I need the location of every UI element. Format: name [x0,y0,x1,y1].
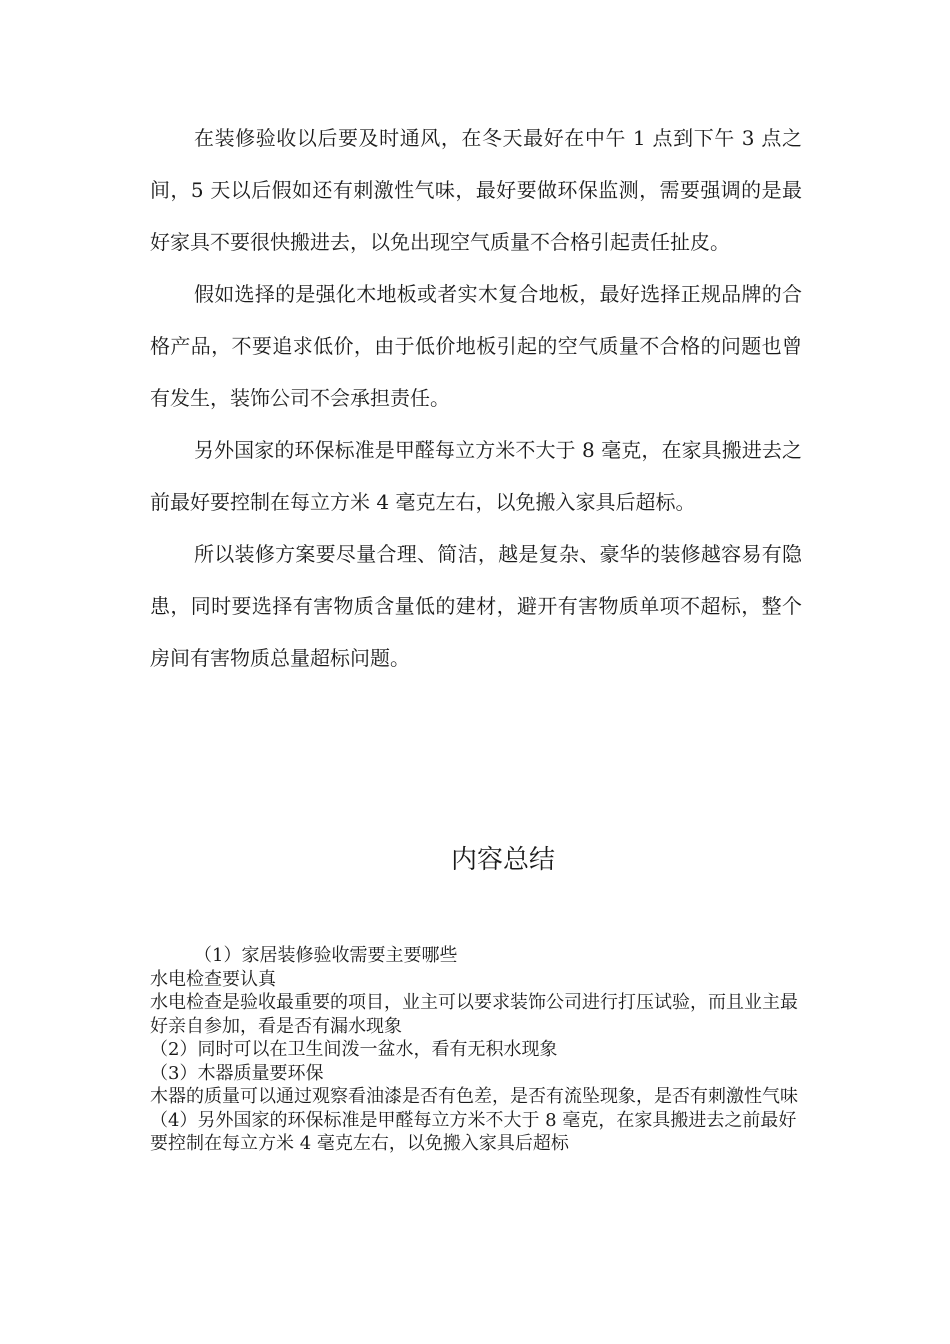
paragraph: 假如选择的是强化木地板或者实木复合地板，最好选择正规品牌的合格产品，不要追求低价，由于低价地板引起的空气质量不合格的问题也曾有发生，装饰公司不会承担责任。 [150,282,802,410]
summary-item: 木器的质量可以通过观察看油漆是否有色差，是否有流坠现象，是否有刺激性气味 [150,1086,798,1107]
paragraph: 另外国家的环保标准是甲醛每立方米不大于 8 毫克，在家具搬进去之前最好要控制在每立方米 4 毫克左右，以免搬入家具后超标。 [150,438,802,514]
summary-item: 水电检查是验收最重要的项目，业主可以要求装饰公司进行打压试验，而且业主最好亲自参加，看是否有漏水现象 [150,992,798,1037]
summary-list [150,944,810,1156]
summary-item: （1）家居装修验收需要主要哪些 [194,945,458,966]
body-text [150,112,802,684]
summary-item: 水电检查要认真 [150,968,276,990]
paragraph: 所以装修方案要尽量合理、简洁，越是复杂、豪华的装修越容易有隐患，同时要选择有害物质含量低的建材，避开有害物质单项不超标，整个房间有害物质总量超标问题。 [150,542,802,670]
summary-item: （2）同时可以在卫生间泼一盆水，看有无积水现象 [150,1039,558,1060]
summary-item: （4）另外国家的环保标准是甲醛每立方米不大于 8 毫克，在家具搬进去之前最好要控制在每立方米 4 毫克左右，以免搬入家具后超标 [150,1109,797,1154]
summary-item: （3）木器质量要环保 [150,1062,324,1084]
summary-title: 内容总结 [450,845,555,875]
paragraph: 在装修验收以后要及时通风，在冬天最好在中午 1 点到下午 3 点之间，5 天以后假如还有刺激性气味，最好要做环保监测，需要强调的是最好家具不要很快搬进去，以免出现空气质量不合格引起责任扯皮。 [150,126,802,254]
